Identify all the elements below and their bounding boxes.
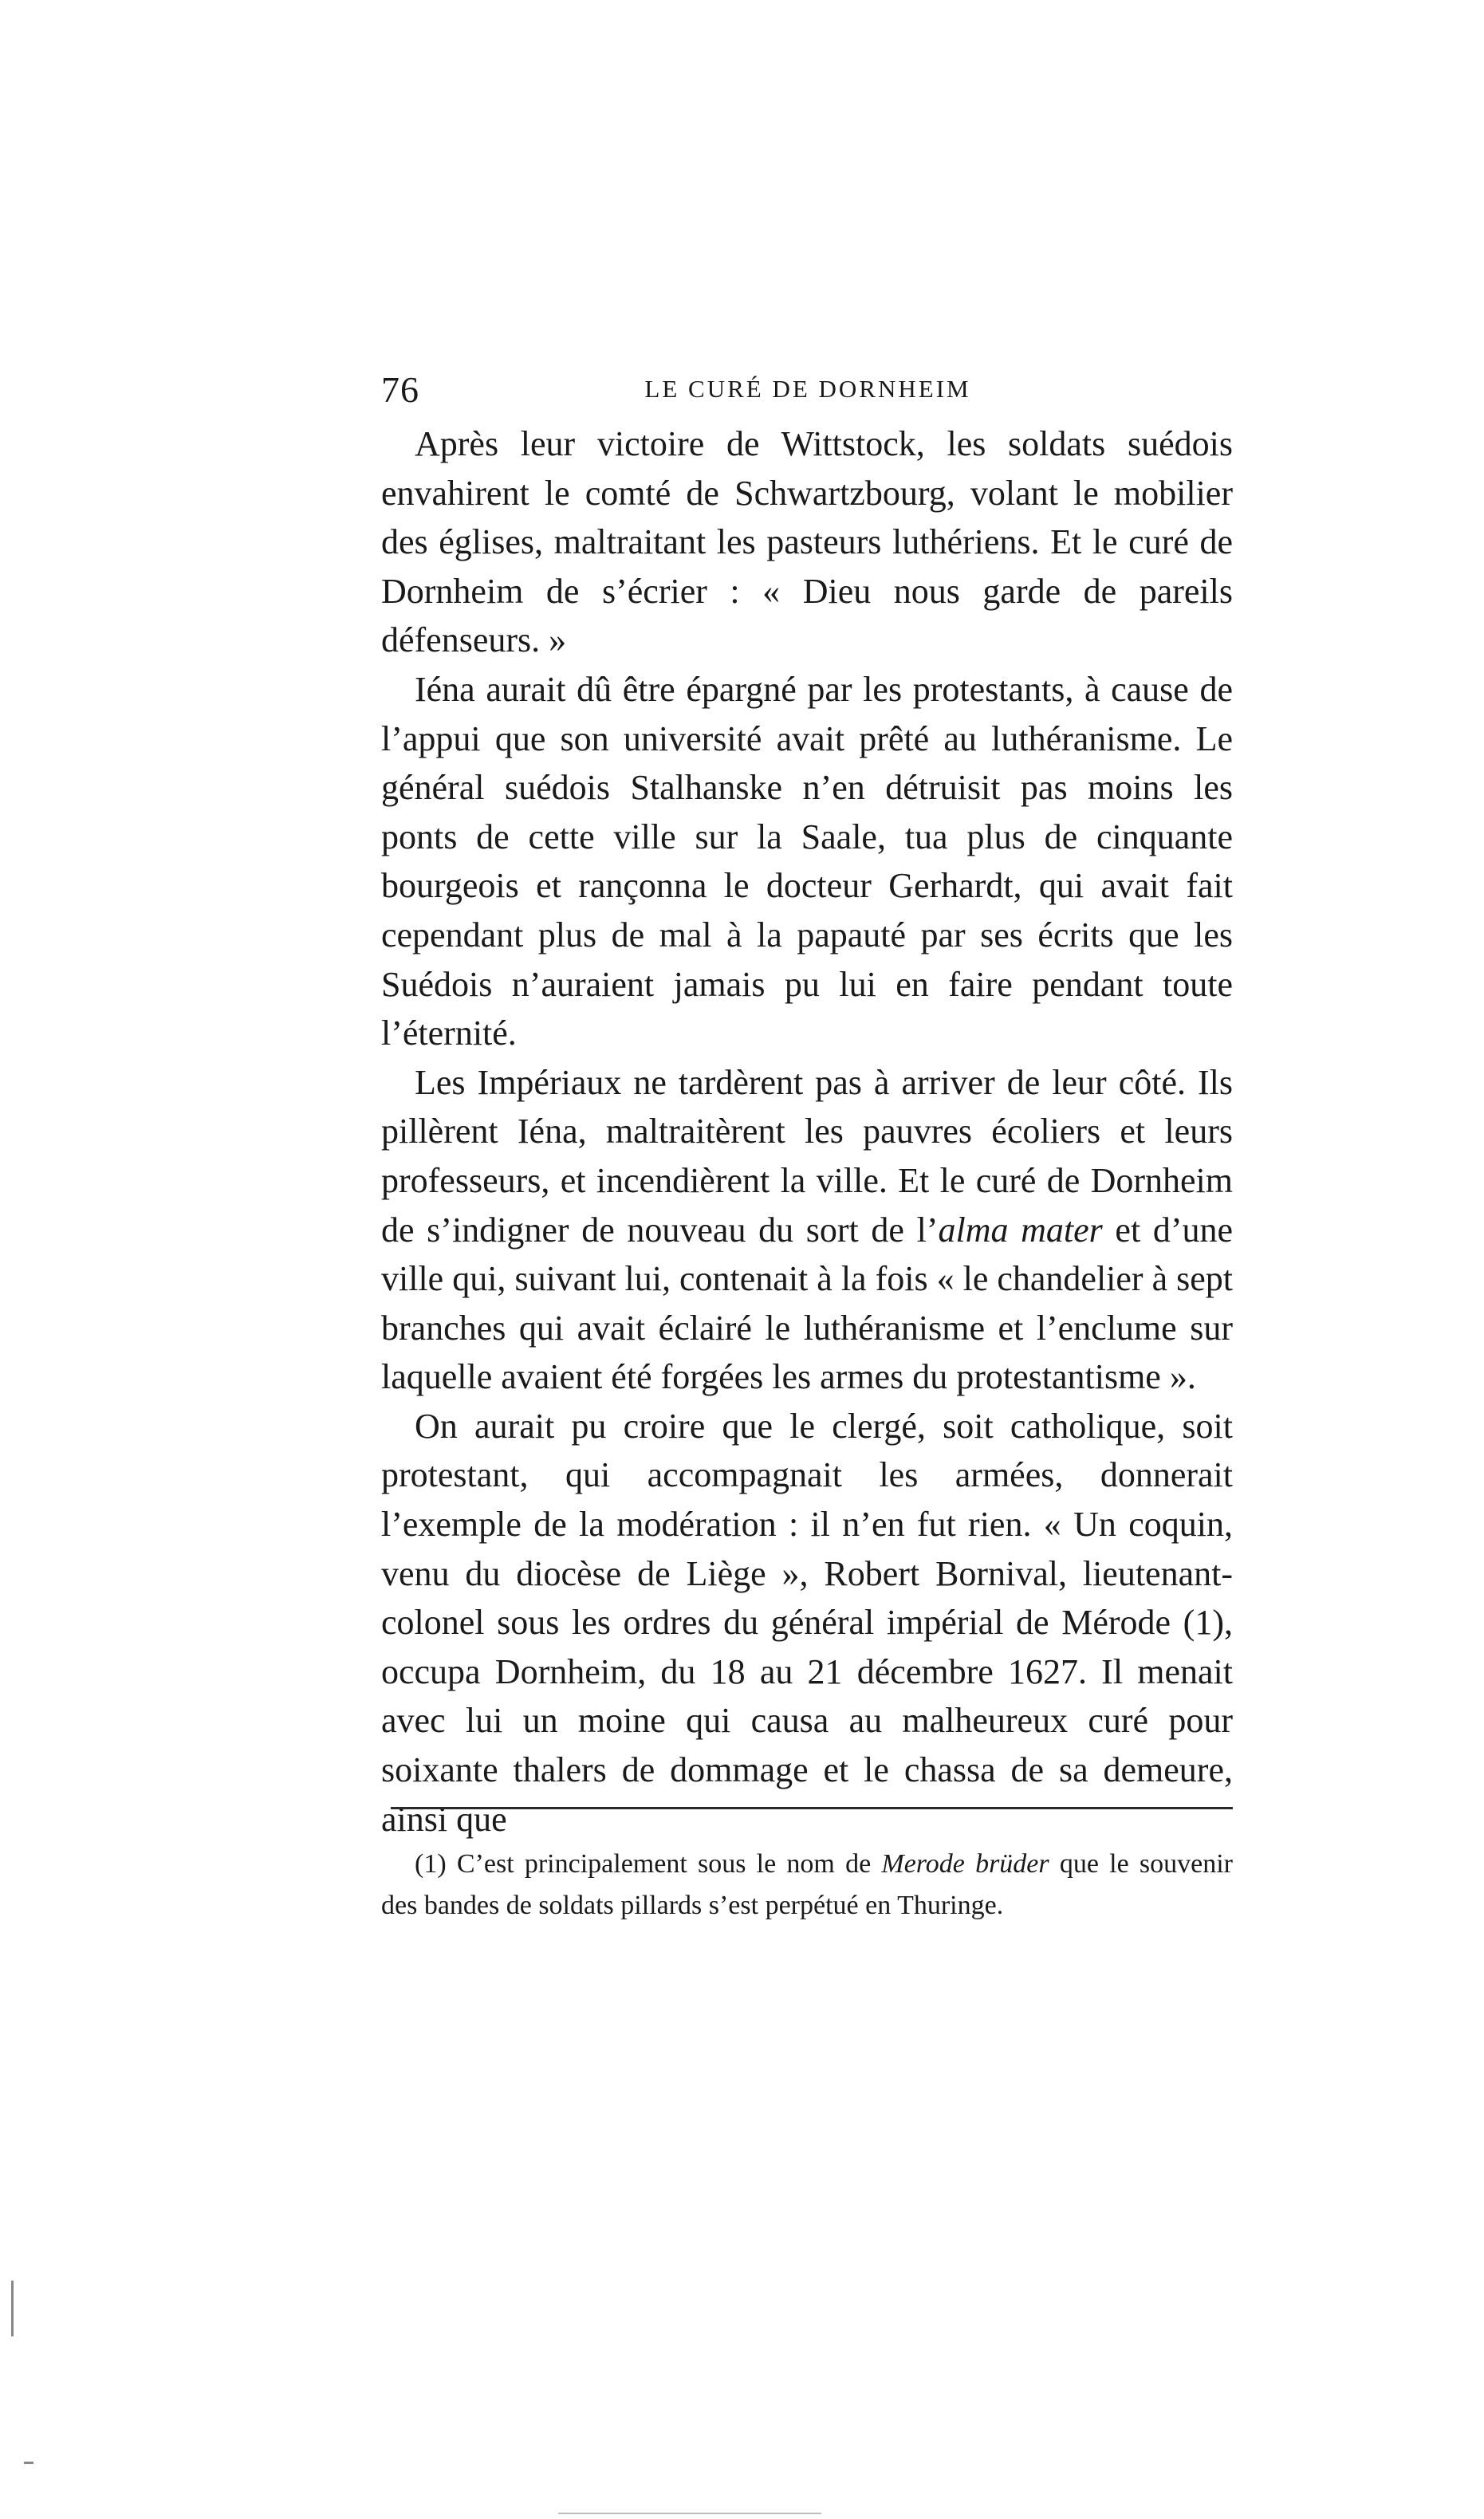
footnote-italic: Merode brüder bbox=[881, 1849, 1049, 1879]
scan-mark bbox=[558, 2513, 821, 2514]
running-title: LE CURÉ DE DORNHEIM bbox=[644, 375, 971, 403]
footnote-marker: (1) bbox=[415, 1849, 447, 1879]
paragraph-3-text-b: et d’une ville qui, suivant lui, contenait à la fois « le chandelier à sept branches qui avait éclairé le luthéranisme et l’enclume sur laquelle avaient été forgées les armes du protestantisme ». bbox=[381, 1210, 1234, 1397]
paragraph-3 bbox=[381, 1058, 1233, 1402]
scan-mark bbox=[24, 2462, 33, 2464]
paragraph-1: Après leur victoire de Wittstock, les soldats suédois envahirent le comté de Schwartzbourg, volant le mobilier des églises, maltraitant les pasteurs luthériens. Et le curé de Dornheim de s’écrier : « Dieu nous garde de pareils défenseurs. » bbox=[381, 424, 1233, 660]
running-head bbox=[381, 368, 1234, 408]
paragraph-3-italic: alma mater bbox=[938, 1210, 1103, 1250]
footnote-rule bbox=[391, 1807, 1233, 1809]
footnote bbox=[381, 1844, 1233, 1927]
paragraph-3-text-a: Les Impériaux ne tardèrent pas à arriver de leur côté. Ils pillèrent Iéna, maltraitèrent les pauvres écoliers et leurs professeurs, et incendièrent la ville. Et le curé de Dornheim de s’indigner de nouveau du sort de l’ bbox=[381, 1062, 1233, 1250]
page-number: 76 bbox=[381, 369, 419, 410]
paragraph-4: On aurait pu croire que le clergé, soit catholique, soit protestant, qui accompagnait les armées, donnerait l’exemple de la modération : il n’en fut rien. « Un coquin, venu du diocèse de Liège », Robert Bornival, lieutenant-colonel sous les ordres du général impérial de Mérode (1), occupa Dornheim, du 18 au 21 décembre 1627. Il menait avec lui un moine qui causa au malheureux curé pour soixante thalers de dommage et le chassa de sa demeure, ainsi que bbox=[381, 1406, 1233, 1839]
footnote-text-b: que le souvenir des bandes de soldats pillards s’est perpétué en Thuringe. bbox=[381, 1849, 1234, 1920]
body-text bbox=[381, 419, 1233, 1844]
scan-mark bbox=[11, 2281, 14, 2336]
paragraph-2: Iéna aurait dû être épargné par les protestants, à cause de l’appui que son université avait prêté au luthéranisme. Le général suédois Stalhanske n’en détruisit pas moins les ponts de cette ville sur la Saale, tua plus de cinquante bourgeois et rançonna le docteur Gerhardt, qui avait fait cependant plus de mal à la papauté par ses écrits que les Suédois n’auraient jamais pu lui en faire pendant toute l’éternité. bbox=[381, 669, 1233, 1053]
footnote-text-a: C’est principalement sous le nom de bbox=[446, 1849, 882, 1879]
